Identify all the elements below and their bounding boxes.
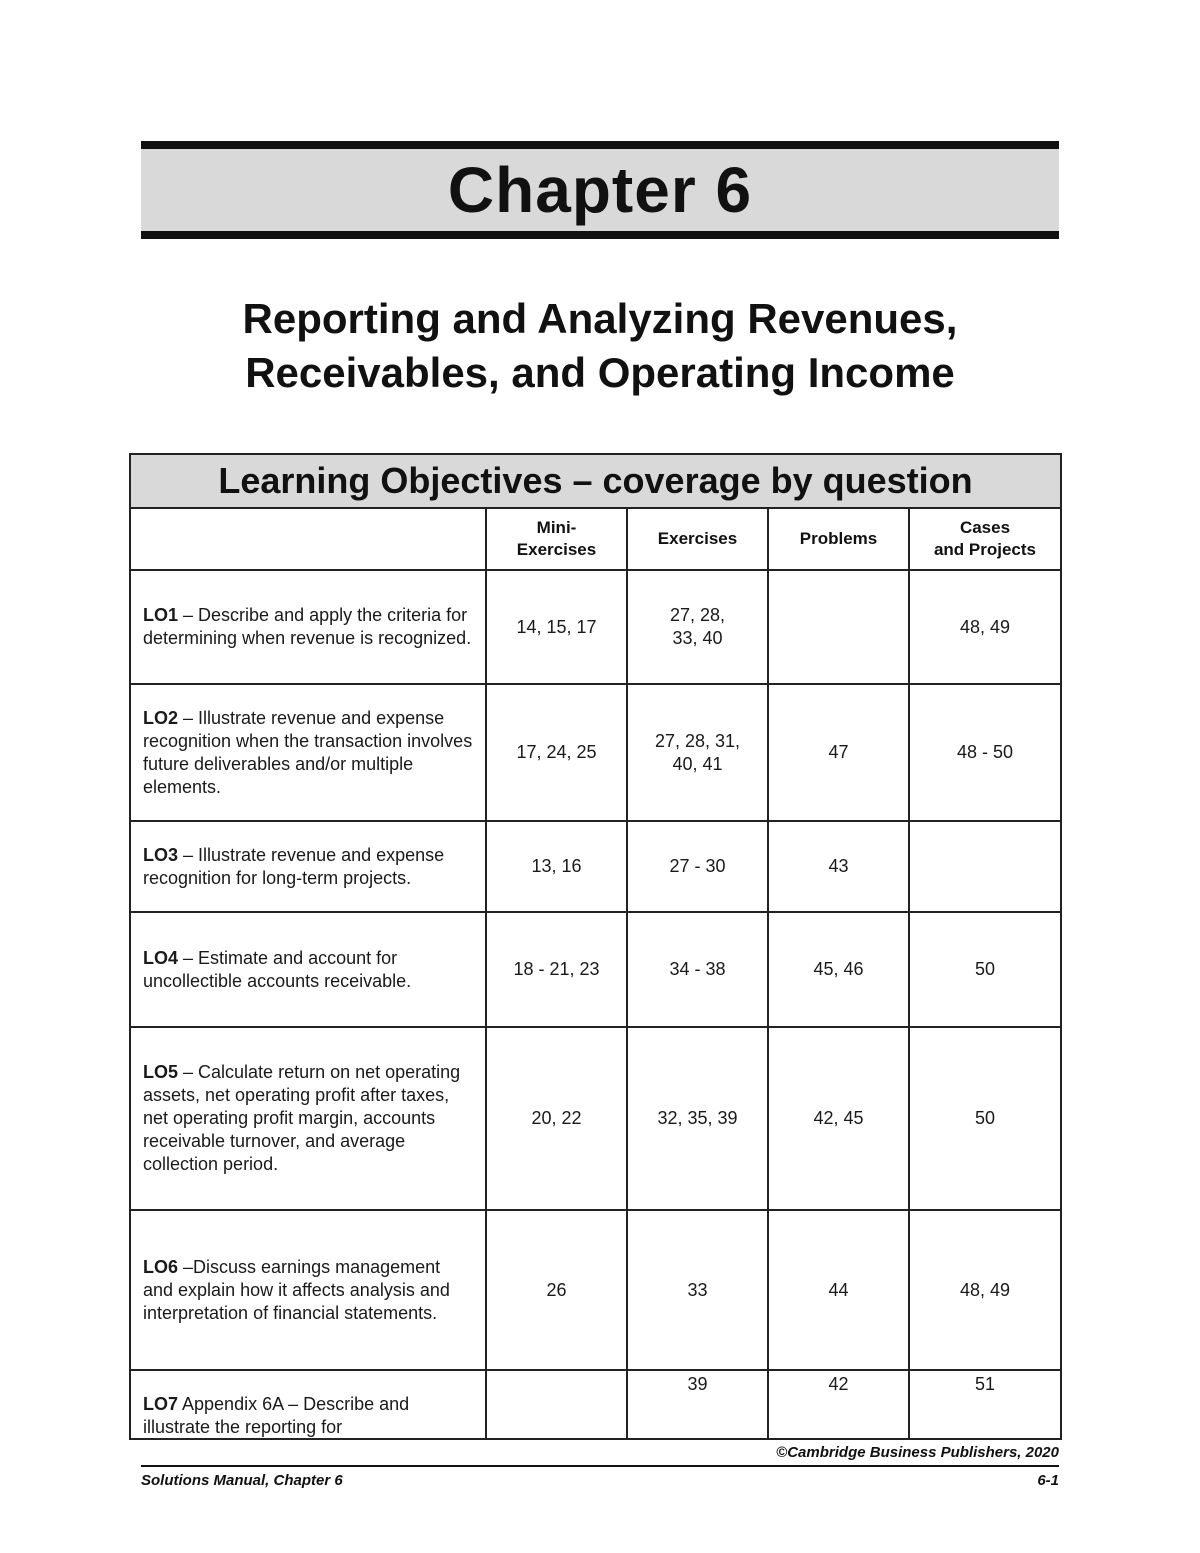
problems-cell: [768, 570, 909, 684]
footer-divider: [141, 1465, 1059, 1467]
table-row: [130, 1027, 1061, 1210]
objective-code: LO3: [143, 844, 179, 865]
footer-manual-title: Solutions Manual, Chapter 6: [141, 1472, 343, 1489]
objective-text: – Illustrate revenue and expense recognition for long-term projects.: [143, 844, 445, 888]
problems-cell: 45, 46: [768, 912, 909, 1027]
table-row: [130, 821, 1061, 912]
cases-header-line-1: Cases: [959, 518, 1011, 537]
objective-text: – Calculate return on net operating assets, net operating profit after taxes, net operating profit margin, accounts receivable turnover, and average collection period.: [143, 1062, 461, 1174]
mini-exercises-cell: 18 - 21, 23: [486, 912, 627, 1027]
column-header-mini-exercises: [486, 508, 627, 570]
subtitle-line-2: Receivables, and Operating Income: [245, 349, 955, 396]
problems-cell: 43: [768, 821, 909, 912]
exercises-cell: 32, 35, 39: [627, 1027, 768, 1210]
mini-exercises-cell: 17, 24, 25: [486, 684, 627, 821]
objective-description: [130, 1027, 486, 1210]
column-header-row: [130, 508, 1061, 570]
mini-header-line-2: Exercises: [516, 540, 597, 559]
table-title: Learning Objectives – coverage by question: [130, 454, 1061, 508]
cases-cell: [909, 821, 1061, 912]
objective-code: LO1: [143, 605, 179, 625]
cases-cell: 48, 49: [909, 570, 1061, 684]
column-header-problems: Problems: [768, 508, 909, 570]
chapter-banner: [141, 141, 1059, 239]
table-row: [130, 1210, 1061, 1370]
copyright-notice: ©Cambridge Business Publishers, 2020: [776, 1444, 1059, 1461]
objective-description: [130, 684, 486, 821]
exercises-cell: 27, 28, 31, 40, 41: [627, 684, 768, 821]
objective-text: Appendix 6A – Describe and illustrate the reporting for: [143, 1394, 410, 1437]
cases-cell: 50: [909, 1027, 1061, 1210]
mini-exercises-cell: [486, 1370, 627, 1439]
subtitle-line-1: Reporting and Analyzing Revenues,: [242, 295, 958, 342]
exercises-cell: 27, 28, 33, 40: [627, 570, 768, 684]
exercises-cell: 39: [627, 1370, 768, 1439]
objective-code: LO5: [143, 1062, 179, 1082]
objective-description: [130, 1370, 486, 1439]
cases-header-line-2: and Projects: [933, 540, 1037, 559]
exercises-cell: 33: [627, 1210, 768, 1370]
problems-cell: 42, 45: [768, 1027, 909, 1210]
table-row: [130, 1370, 1061, 1439]
blank-header-cell: [130, 508, 486, 570]
objective-code: LO2: [143, 707, 179, 728]
table-row: [130, 912, 1061, 1027]
mini-exercises-cell: 14, 15, 17: [486, 570, 627, 684]
column-header-cases: [909, 508, 1061, 570]
cases-cell: 48 - 50: [909, 684, 1061, 821]
problems-cell: 44: [768, 1210, 909, 1370]
objective-text: –Discuss earnings management and explain how it affects analysis and interpretation of financial statements.: [143, 1256, 450, 1323]
mini-exercises-cell: 20, 22: [486, 1027, 627, 1210]
chapter-subtitle: [141, 292, 1059, 400]
objective-code: LO4: [143, 947, 179, 968]
mini-header-line-1: Mini-: [536, 518, 577, 537]
page-number: 6-1: [1037, 1472, 1059, 1489]
table-row: [130, 570, 1061, 684]
cases-cell: 51: [909, 1370, 1061, 1439]
table-row: [130, 684, 1061, 821]
problems-cell: 47: [768, 684, 909, 821]
column-header-exercises: Exercises: [627, 508, 768, 570]
cases-cell: 48, 49: [909, 1210, 1061, 1370]
mini-exercises-cell: 26: [486, 1210, 627, 1370]
learning-objectives-table: [129, 453, 1062, 1440]
objective-text: – Estimate and account for uncollectible accounts receivable.: [143, 947, 412, 991]
objective-code: LO7: [143, 1394, 179, 1414]
objective-code: LO6: [143, 1256, 179, 1277]
objective-text: – Illustrate revenue and expense recognition when the transaction involves future deliverables and/or multiple elements.: [143, 707, 473, 797]
cases-cell: 50: [909, 912, 1061, 1027]
objective-text: – Describe and apply the criteria for determining when revenue is recognized.: [143, 605, 472, 648]
exercises-cell: 27 - 30: [627, 821, 768, 912]
objective-description: [130, 912, 486, 1027]
objective-description: [130, 821, 486, 912]
problems-cell: 42: [768, 1370, 909, 1439]
exercises-cell: 34 - 38: [627, 912, 768, 1027]
objective-description: [130, 570, 486, 684]
objective-description: [130, 1210, 486, 1370]
chapter-title: Chapter 6: [447, 154, 753, 226]
mini-exercises-cell: 13, 16: [486, 821, 627, 912]
